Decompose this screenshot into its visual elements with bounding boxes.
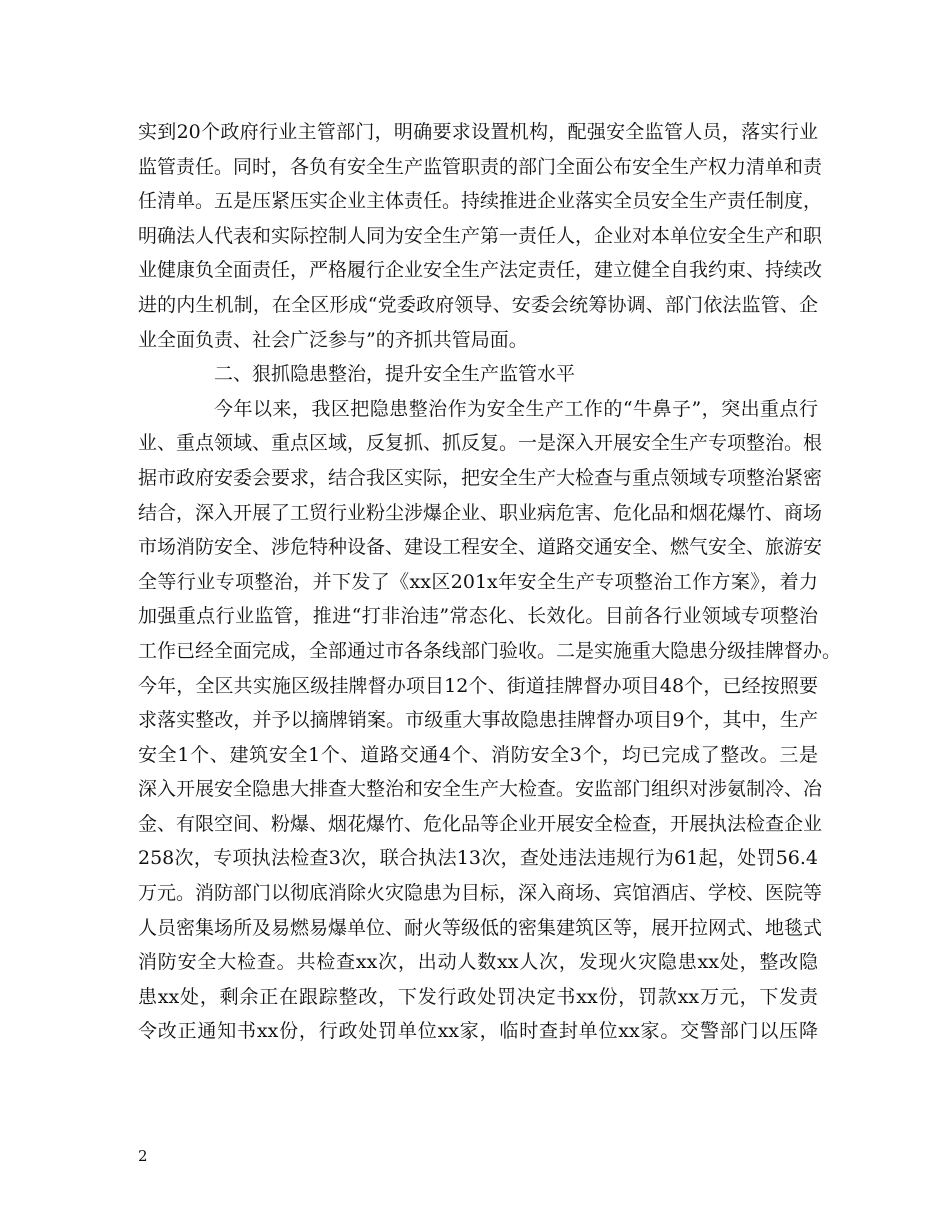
text-line: 万元。消防部门以彻底消除火灾隐患为目标，深入商场、宾馆酒店、学校、医院等: [138, 882, 823, 905]
text-line: 工作已经全面完成，全部通过市各条线部门验收。二是实施重大隐患分级挂牌督办。: [138, 639, 842, 662]
text-line: 今年，全区共实施区级挂牌督办项目12个、街道挂牌督办项目48个，已经按照要: [138, 674, 818, 697]
text-line: 深入开展安全隐患大排查大整治和安全生产大检查。安监部门组织对涉氨制冷、冶: [138, 778, 823, 801]
text-line: 人员密集场所及易燃易爆单位、耐火等级低的密集建筑区等，展开拉网式、地毯式: [138, 916, 823, 939]
text-line: 业、重点领域、重点区域，反复抓、抓反复。一是深入开展安全生产专项整治。根: [138, 432, 823, 455]
text-line: 业健康负全面责任，严格履行企业安全生产法定责任，建立健全自我约束、持续改: [138, 259, 823, 282]
text-line: 患xx处，剩余正在跟踪整改，下发行政处罚决定书xx份，罚款xx万元，下发责: [138, 985, 818, 1008]
text-line: 全等行业专项整治，并下发了《xx区201x年安全生产专项整治工作方案》，着力: [138, 570, 818, 593]
text-line: 业全面负责、社会广泛参与”的齐抓共管局面。: [138, 328, 528, 351]
text-line: 进的内生机制，在全区形成“党委政府领导、安委会统筹协调、部门依法监管、企: [138, 293, 818, 316]
text-line: 据市政府安委会要求，结合我区实际，把安全生产大检查与重点领域专项整治紧密: [138, 466, 823, 489]
text-line: 监管责任。同时，各负有安全生产监管职责的部门全面公布安全生产权力清单和责: [138, 155, 823, 178]
text-line: 任清单。五是压紧压实企业主体责任。持续推进企业落实全员安全生产责任制度，: [138, 190, 823, 213]
text-line: 求落实整改，并予以摘牌销案。市级重大事故隐患挂牌督办项目9个，其中，生产: [138, 709, 818, 732]
text-line: 消防安全大检查。共检查xx次，出动人数xx人次，发现火灾隐患xx处，整改隐: [138, 951, 818, 974]
page-number: 2: [138, 1147, 148, 1165]
text-line: 市场消防安全、涉危特种设备、建设工程安全、道路交通安全、燃气安全、旅游安: [138, 536, 823, 559]
text-line: 加强重点行业监管，推进“打非治违”常态化、长效化。目前各行业领域专项整治: [138, 605, 818, 628]
text-line: 安全1个、建筑安全1个、道路交通4个、消防安全3个，均已完成了整改。三是: [138, 743, 818, 766]
text-line: 258次，专项执法检查3次，联合执法13次，查处违法违规行为61起，处罚56.4: [138, 847, 818, 870]
text-line: 金、有限空间、粉爆、烟花爆竹、危化品等企业开展安全检查，开展执法检查企业: [138, 812, 823, 835]
text-line: 实到20个政府行业主管部门，明确要求设置机构，配强安全监管人员，落实行业: [138, 121, 818, 143]
text-line: 明确法人代表和实际控制人同为安全生产第一责任人，企业对本单位安全生产和职: [138, 224, 823, 247]
text-line: 今年以来，我区把隐患整治作为安全生产工作的“牛鼻子”，突出重点行: [214, 397, 818, 420]
text-line: 结合，深入开展了工贸行业粉尘涉爆企业、职业病危害、危化品和烟花爆竹、商场: [138, 501, 823, 524]
section-heading: 二、狠抓隐患整治，提升安全生产监管水平: [214, 363, 576, 386]
body-text: [138, 115, 842, 1049]
text-line: 令改正通知书xx份，行政处罚单位xx家，临时查封单位xx家。交警部门以压降: [138, 1020, 818, 1043]
